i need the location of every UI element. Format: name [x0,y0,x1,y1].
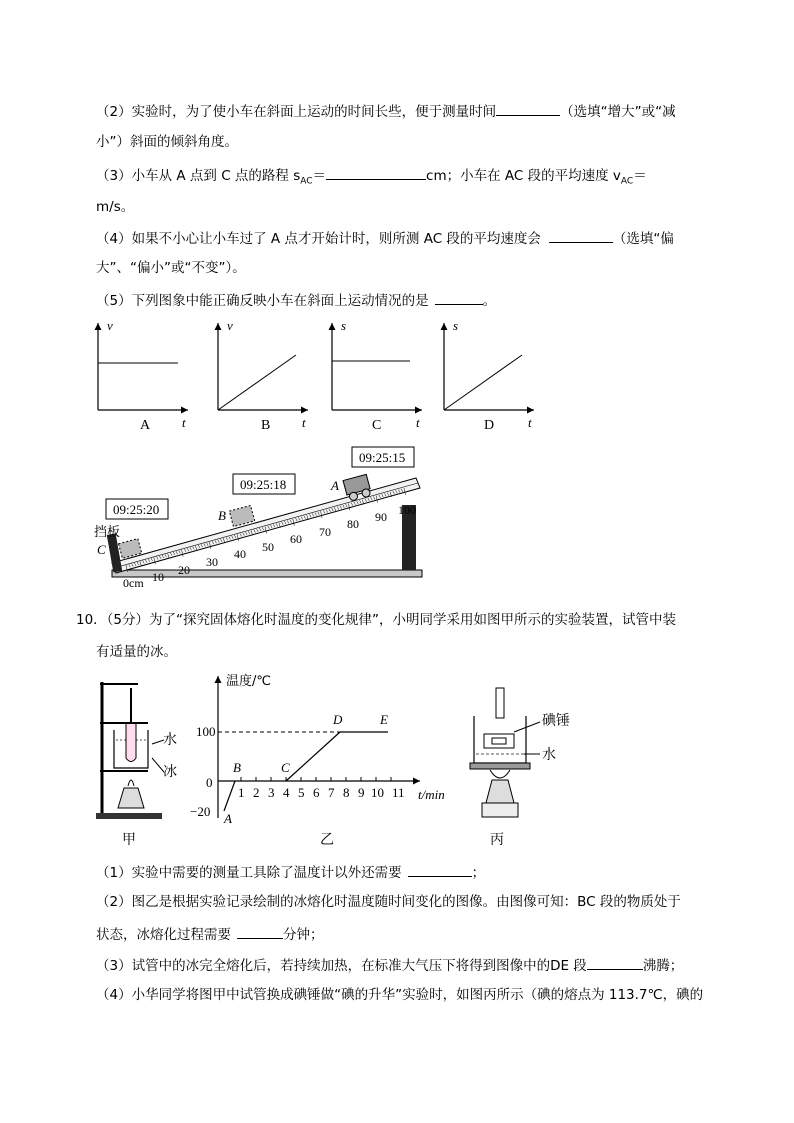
q9-part3-equals: ＝ [312,168,327,184]
yi-x-label: t/min [418,787,445,802]
yi-point-a: A [224,811,232,826]
graph-option-a [98,318,188,433]
q9-part5-text-b: 。 [482,293,497,309]
q9-graph-options [0,315,794,435]
q9-part3-text-a: （3）小车从 A 点到 C 点的路程 s [96,168,301,184]
q9-part2-answer-blank[interactable] [496,101,560,116]
q10-s3-text-b: 沸腾； [642,958,684,974]
graph-a-y-label: v [107,318,113,333]
yi-x-tick-3: 3 [268,785,275,800]
yi-x-tick-11: 11 [392,785,405,800]
yi-point-b: B [233,760,241,775]
figure-jia-apparatus [96,682,164,819]
q9-part4-answer-blank[interactable] [549,228,613,243]
graph-d-y-label: s [453,318,459,333]
scale-0: 0cm [123,576,144,590]
q10-s1-line [96,862,485,882]
graph-c-label: C [372,418,382,433]
q9-part2-line2: 小”）斜面的倾斜角度。 [96,134,238,150]
timer-a: 09:25:15 [359,450,406,465]
q9-part5-answer-blank[interactable] [435,290,483,305]
yi-point-d: D [333,712,343,727]
q10-s1-text-a: （1）实验中需要的测量工具除了温度计以外还需要 [96,865,402,881]
graph-b-y-label: v [227,318,233,333]
q10-s2-line2 [96,924,324,944]
graph-c-y-label: s [341,318,347,333]
q10-s4-line1: （4）小华同学将图甲中试管换成碘锤做“碘的升华”实验时，如图丙所示（碘的熔点为 113.7℃，碘的 [96,987,704,1003]
graph-a-x-label: t [182,415,186,430]
q9-part3-equals-2: ＝ [633,168,647,184]
q9-part3-answer-blank-distance[interactable] [326,165,426,180]
yi-caption: 乙 [320,832,334,848]
yi-x-tick-8: 8 [343,785,350,800]
scale-30: 30 [206,555,218,569]
yi-x-tick-5: 5 [298,785,305,800]
scale-80: 80 [347,517,359,531]
q9-part2-text-a: （2）实验时，为了使小车在斜面上运动的时间长些，便于测量时间 [96,104,497,120]
yi-segment-ab [224,781,235,811]
q10-figures [0,668,794,853]
graph-d-label: D [484,418,495,433]
q10-line1: 10．（5分）为了“探究固体熔化时温度的变化规律”，小明同学采用如图甲所示的实验装置，试管中装 [76,612,677,628]
q9-part3-text-c: cm；小车在 AC 段的平均速度 v [426,168,621,184]
figure-bing-apparatus [470,688,540,817]
yi-x-tick-6: 6 [313,785,320,800]
scale-10: 10 [152,570,164,584]
q9-part3-sub-ac-v: AC [620,176,634,187]
yi-x-tick-4: 4 [283,785,290,800]
q10-s3-text-a: （3）试管中的冰完全熔化后，若持续加热，在标准大气压下将得到图像中的DE 段 [96,958,587,974]
q9-part2-text-b: （选填“增大”或“减 [560,104,676,120]
yi-x-tick-7: 7 [328,785,335,800]
graph-option-b [218,318,308,433]
cart-position-b [229,505,254,526]
q10-s3-line [96,955,683,975]
yi-x-tick-10: 10 [371,785,384,800]
jia-water-label: 水 [163,732,177,748]
yi-y-label: 温度/℃ [226,674,271,689]
graph-d-line [444,355,522,410]
graph-option-d [444,318,534,433]
q9-part4-text-a: （4）如果不小心让小车过了 A 点才开始计时，则所测 AC 段的平均速度会 [96,231,541,247]
graph-option-c [332,318,422,433]
jia-caption: 甲 [122,832,136,848]
yi-point-e: E [380,712,388,727]
graph-d-x-label: t [528,415,532,430]
q10-s3-answer-blank[interactable] [587,955,643,970]
q9-part5-line [96,290,496,310]
graph-b-line [218,355,296,410]
yi-segment-cd [286,732,340,781]
bing-iodine-label: 碘锤 [542,713,570,729]
q9-part3-line1 [96,165,647,191]
q9-part3-sub-ac: AC [300,176,313,187]
point-c-label: C [97,542,106,557]
point-a-label: A [331,478,339,493]
yi-point-c: C [281,760,290,775]
timer-c: 09:25:20 [113,502,160,517]
yi-y-tick-0: 0 [206,775,213,790]
q10-s2-text-a: 状态，冰熔化过程需要 [96,927,231,943]
scale-50: 50 [262,540,274,554]
q10-s1-text-b: ； [471,865,486,881]
q10-s2-text-b: 分钟； [283,927,324,943]
yi-y-tick-minus20: −20 [190,804,211,819]
point-b-label: B [218,508,226,523]
scale-20: 20 [178,563,190,577]
graph-c-x-label: t [416,415,420,430]
incline-apparatus [0,440,794,600]
graph-b-label: B [261,418,271,433]
scale-90: 90 [375,510,387,524]
jia-ice-label: 冰 [163,764,177,780]
yi-x-tick-1: 1 [238,785,245,800]
scale-100: 100 [398,503,416,517]
bing-caption: 丙 [490,832,504,848]
timer-b: 09:25:18 [240,477,287,492]
q10-line2: 有适量的冰。 [96,644,177,660]
q10-s2-line1: （2）图乙是根据实验记录绘制的冰熔化时温度随时间变化的图像。由图像可知：BC 段的物质处于 [96,894,681,910]
q10-s1-answer-blank[interactable] [408,862,472,877]
scale-40: 40 [234,547,246,561]
q9-part4-line1 [96,228,674,248]
bing-water-label: 水 [542,747,556,763]
graph-a-label: A [140,418,151,433]
scale-70: 70 [319,525,331,539]
q9-part4-text-b: （选填“偏 [612,231,674,247]
graph-b-x-label: t [302,415,306,430]
q9-part4-line2: 大”、“偏小”或“不变”）。 [96,260,246,276]
q9-part2-line1 [96,101,676,121]
q9-part5-text-a: （5）下列图象中能正确反映小车在斜面上运动情况的是 [96,293,429,309]
scale-60: 60 [290,532,302,546]
yi-y-tick-100: 100 [196,724,216,739]
q9-part3-line2 [96,196,134,216]
q10-s2-answer-blank[interactable] [237,924,283,939]
baffle-label: 挡板 [94,525,121,540]
q9-part3-unit: m/s。 [96,199,135,215]
yi-x-tick-2: 2 [253,785,260,800]
yi-x-tick-9: 9 [358,785,365,800]
yi-x-tick-labels [238,785,405,800]
